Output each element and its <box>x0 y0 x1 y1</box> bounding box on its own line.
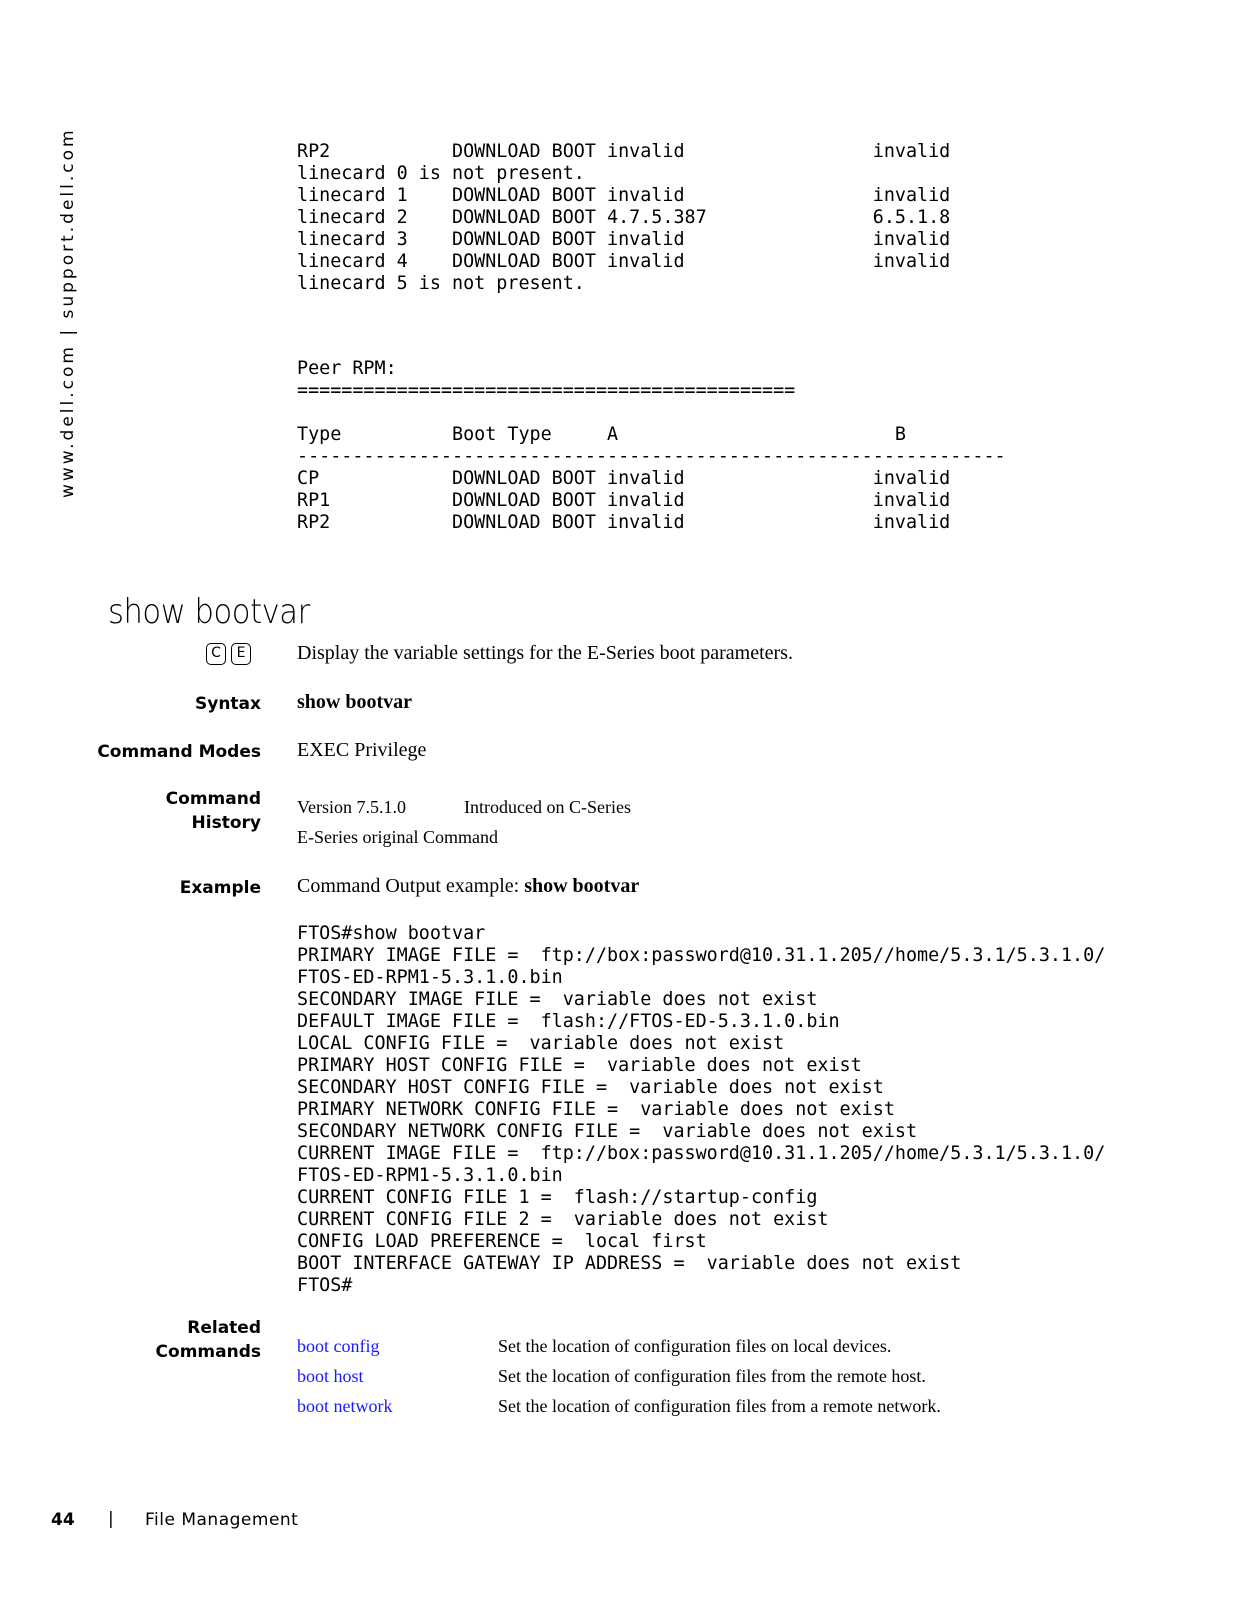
peer-rpm-output-block: Peer RPM: ============================================= Type Boot Type A B ---------------------------------------------------------------- CP DOWNLOAD BOOT invalid invalid RP1 DOWNLOAD BOOT invalid invalid RP2 DOWNLOAD BOOT invalid invalid <box>297 358 1006 533</box>
history-row <box>297 827 631 857</box>
example-output-block: FTOS#show bootvar PRIMARY IMAGE FILE = ftp://box:password@10.31.1.205//home/5.3.1/5.3.1.0/ FTOS-ED-RPM1-5.3.1.0.bin SECONDARY IMAGE FILE = variable does not exist DEFAULT IMAGE FILE = flash://FTOS-ED-5.3.1.0.bin LOCAL CONFIG FILE = variable does not exist PRIMARY HOST CONFIG FILE = variable does not exist SECONDARY HOST CONFIG FILE = variable does not exist PRIMARY NETWORK CONFIG FILE = variable does not exist SECONDARY NETWORK CONFIG FILE = variable does not exist CURRENT IMAGE FILE = ftp://box:password@10.31.1.205//home/5.3.1/5.3.1.0/ FTOS-ED-RPM1-5.3.1.0.bin CURRENT CONFIG FILE 1 = flash://startup-config CURRENT CONFIG FILE 2 = variable does not exist CONFIG LOAD PREFERENCE = local first BOOT INTERFACE GATEWAY IP ADDRESS = variable does not exist FTOS# <box>297 923 1106 1296</box>
related-commands-table <box>297 1336 941 1426</box>
related-desc: Set the location of configuration files on local devices. <box>498 1336 892 1356</box>
e-series-icon: E <box>231 643 251 665</box>
related-desc: Set the location of configuration files from a remote network. <box>498 1396 941 1416</box>
footer-chapter-title: File Management <box>145 1510 299 1530</box>
side-url: www.dell.com | support.dell.com <box>58 127 78 498</box>
history-version: Version 7.5.1.0 <box>297 797 406 817</box>
command-history-table <box>297 797 631 857</box>
example-label: Example <box>179 878 261 898</box>
related-desc: Set the location of configuration files from the remote host. <box>498 1366 926 1386</box>
related-row <box>297 1366 941 1396</box>
command-modes-label: Command Modes <box>97 742 261 762</box>
syntax-label: Syntax <box>195 694 261 714</box>
related-commands-label-line2: Commands <box>155 1342 261 1362</box>
command-history-label-line2: History <box>191 813 261 833</box>
example-command: show bootvar <box>524 875 640 897</box>
related-link-boot-host[interactable]: boot host <box>297 1366 364 1386</box>
section-title: show bootvar <box>108 592 310 632</box>
history-note: Introduced on C-Series <box>464 797 631 817</box>
syntax-value: show bootvar <box>297 691 413 713</box>
command-history-label-line1: Command <box>165 789 261 809</box>
related-commands-label-line1: Related <box>187 1318 261 1338</box>
platform-icons <box>206 643 251 665</box>
related-row <box>297 1336 941 1366</box>
history-version: E-Series original Command <box>297 827 498 847</box>
command-modes-value: EXEC Privilege <box>297 739 427 761</box>
top-output-block: RP2 DOWNLOAD BOOT invalid invalid linecard 0 is not present. linecard 1 DOWNLOAD BOOT invalid invalid linecard 2 DOWNLOAD BOOT 4.7.5.387 6.5.1.8 linecard 3 DOWNLOAD BOOT invalid invalid linecard 4 DOWNLOAD BOOT invalid invalid linecard 5 is not present. <box>297 141 951 294</box>
related-link-boot-config[interactable]: boot config <box>297 1336 380 1356</box>
related-link-boot-network[interactable]: boot network <box>297 1396 393 1416</box>
page-number: 44 <box>51 1510 75 1530</box>
history-row <box>297 797 631 827</box>
related-commands-label <box>60 1316 261 1364</box>
c-series-icon: C <box>206 643 226 665</box>
example-intro <box>297 875 639 898</box>
description: Display the variable settings for the E-Series boot parameters. <box>297 642 793 664</box>
footer-separator: | <box>108 1509 114 1529</box>
related-row <box>297 1396 941 1426</box>
command-history-label <box>60 787 261 835</box>
example-intro-text: Command Output example: <box>297 875 525 897</box>
